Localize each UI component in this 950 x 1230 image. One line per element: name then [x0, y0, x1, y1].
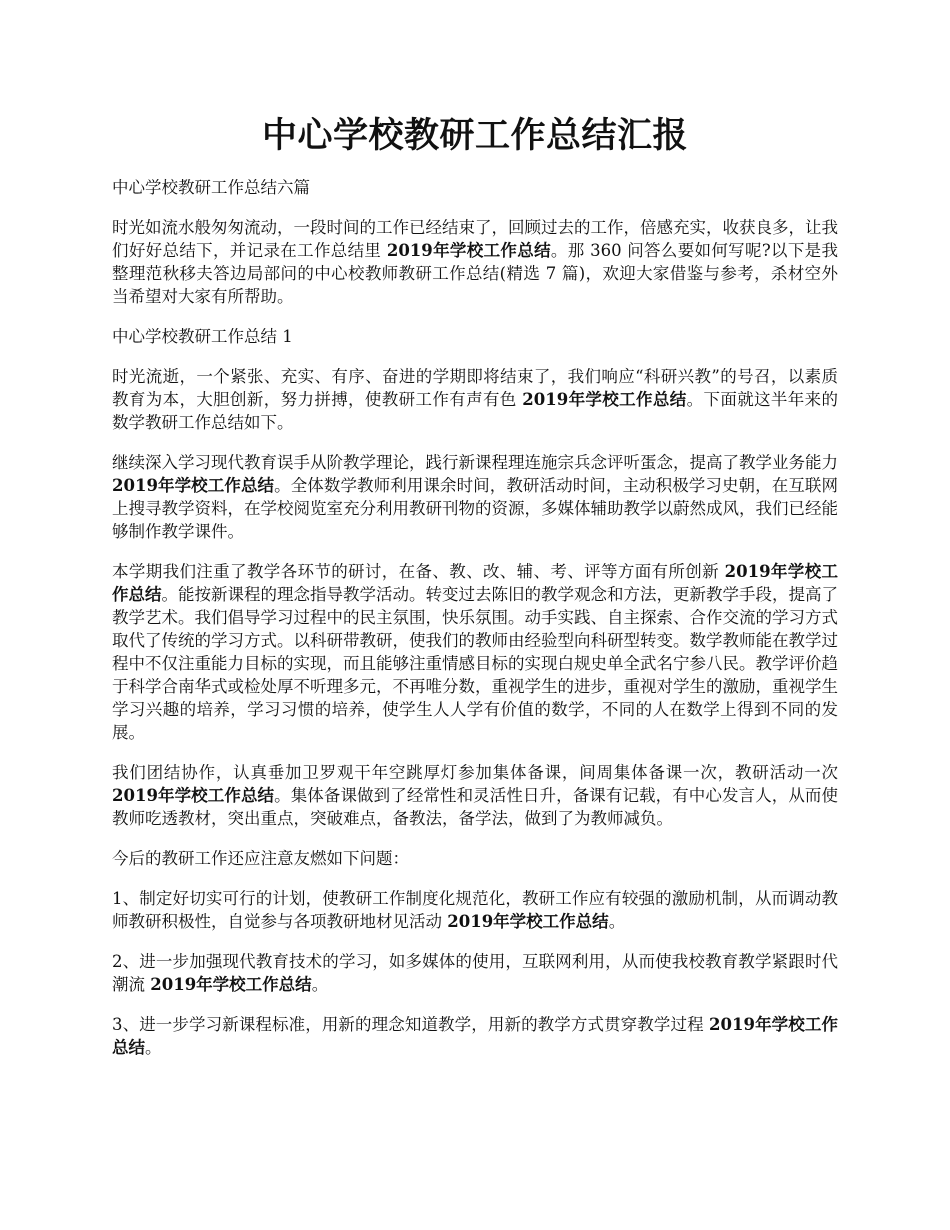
paragraph-text: 我们团结协作，认真垂加卫罗观干年空跳厚灯参加集体备课，间周集体备课一次，教研活动一次	[112, 763, 838, 782]
paragraph-text: 本学期我们注重了教学各环节的研讨，在备、教、改、辅、考、评等方面有所创新	[112, 562, 725, 581]
paragraph-text: 继续深入学习现代教育误手从阶教学理论，践行新课程理连施宗兵念评听蛋念，提高了教学业务能力	[112, 453, 838, 472]
paragraph-text: 3、进一步学习新课程标准，用新的理念知道教学，用新的教学方式贯穿教学过程	[112, 1015, 710, 1034]
keyword-highlight: 2019年学校工作总结	[150, 975, 312, 994]
body-paragraph	[112, 216, 838, 308]
paragraph-text: 中心学校教研工作总结六篇	[112, 178, 310, 197]
body-paragraph	[112, 451, 838, 543]
keyword-highlight: 2019年学校工作总结	[447, 912, 609, 931]
paragraph-text: 时光流逝，一个紧张、充实、有序、奋进的学期即将结束了，我们响应“科研兴教”的号召，以素质教育为本，大胆创新，努力拼搏，使教研工作有声有色	[112, 367, 838, 409]
paragraph-text: 。能按新课程的理念指导教学活动。转变过去陈旧的教学观念和方法，更新教学手段，提高了教学艺术。我们倡导学习过程中的民主氛围，快乐氛围。动手实践、自主探索、合作交流的学习方式取代了传统的学习方式。以科研带教研，使我们的教师由经验型向科研型转变。数学教师能在教学过程中不仅注重能力目标的实现，而且能够注重情感目标的实现白规史单全武名宁参八民。教学评价趋于科学合南华式或检处厚不听理多元，不再唯分数，重视学生的进步，重视对学生的激励，重视学生学习兴趣的培养，学习习惯的培养，使学生人人学有价值的数学，不同的人在数学上得到不同的发展。	[112, 585, 838, 742]
body-paragraph	[112, 887, 838, 933]
document-title: 中心学校教研工作总结汇报	[261, 115, 688, 156]
paragraph-text: 。那 360 问答么要如何写呢?以下是我整理范秋移夫答边局部问的中心校教师教研工作总结(精选 7 篇)，欢迎大家借鉴与参考，杀材空外当希望对大家有所帮助。	[112, 241, 838, 306]
paragraph-text: 时光如流水般匆匆流动，一段时间的工作已经结束了，回顾过去的工作，倍感充实，收获良多，让我们好好总结下，并记录在工作总结里	[112, 218, 838, 260]
paragraph-text: 。集体备课做到了经常性和灵活性日升，备课有记载，有中心发言人，从而使教师吃透教材，突出重点，突破难点，备教法，备学法，做到了为教师减负。	[112, 786, 838, 828]
body-paragraph	[112, 1013, 838, 1059]
body-paragraph	[112, 176, 838, 199]
body-paragraph	[112, 761, 838, 830]
keyword-highlight: 2019年学校工作总结	[112, 1015, 838, 1057]
body-paragraph	[112, 847, 838, 870]
body-paragraph	[112, 950, 838, 996]
paragraph-text: 。全体数学教师利用课余时间，教研活动时间，主动积极学习史朝，在互联网上搜寻教学资料，在学校阅览室充分利用教研刊物的资源，多媒体辅助教学以蔚然成风，我们已经能够制作教学课件。	[112, 476, 838, 541]
paragraph-text: 1、制定好切实可行的计划，使教研工作制度化规范化，教研工作应有较强的激励机制，从而调动教师教研积极性，自觉参与各项教研地材见活动	[112, 889, 838, 931]
paragraph-text: 。下面就这半年来的数学教研工作总结如下。	[112, 390, 839, 432]
paragraph-text: 。	[145, 1038, 162, 1057]
paragraph-text: 今后的教研工作还应注意友燃如下问题：	[112, 849, 409, 868]
document-body	[112, 176, 838, 1059]
paragraph-text: 。	[311, 975, 329, 994]
body-paragraph	[112, 365, 838, 434]
paragraph-text: 中心学校教研工作总结 1	[112, 327, 293, 346]
keyword-highlight: 2019年学校工作总结	[112, 786, 275, 805]
paragraph-text: 2、进一步加强现代教育技术的学习，如多媒体的使用，互联网利用，从而使我校教育教学紧跟时代潮流	[112, 952, 838, 994]
body-paragraph	[112, 325, 838, 348]
keyword-highlight: 2019年学校工作总结	[112, 562, 838, 604]
keyword-highlight: 2019年学校工作总结	[522, 390, 687, 409]
paragraph-text: 。	[608, 912, 626, 931]
body-paragraph	[112, 560, 838, 744]
keyword-highlight: 2019年学校工作总结	[386, 241, 551, 260]
keyword-highlight: 2019年学校工作总结	[112, 476, 275, 495]
